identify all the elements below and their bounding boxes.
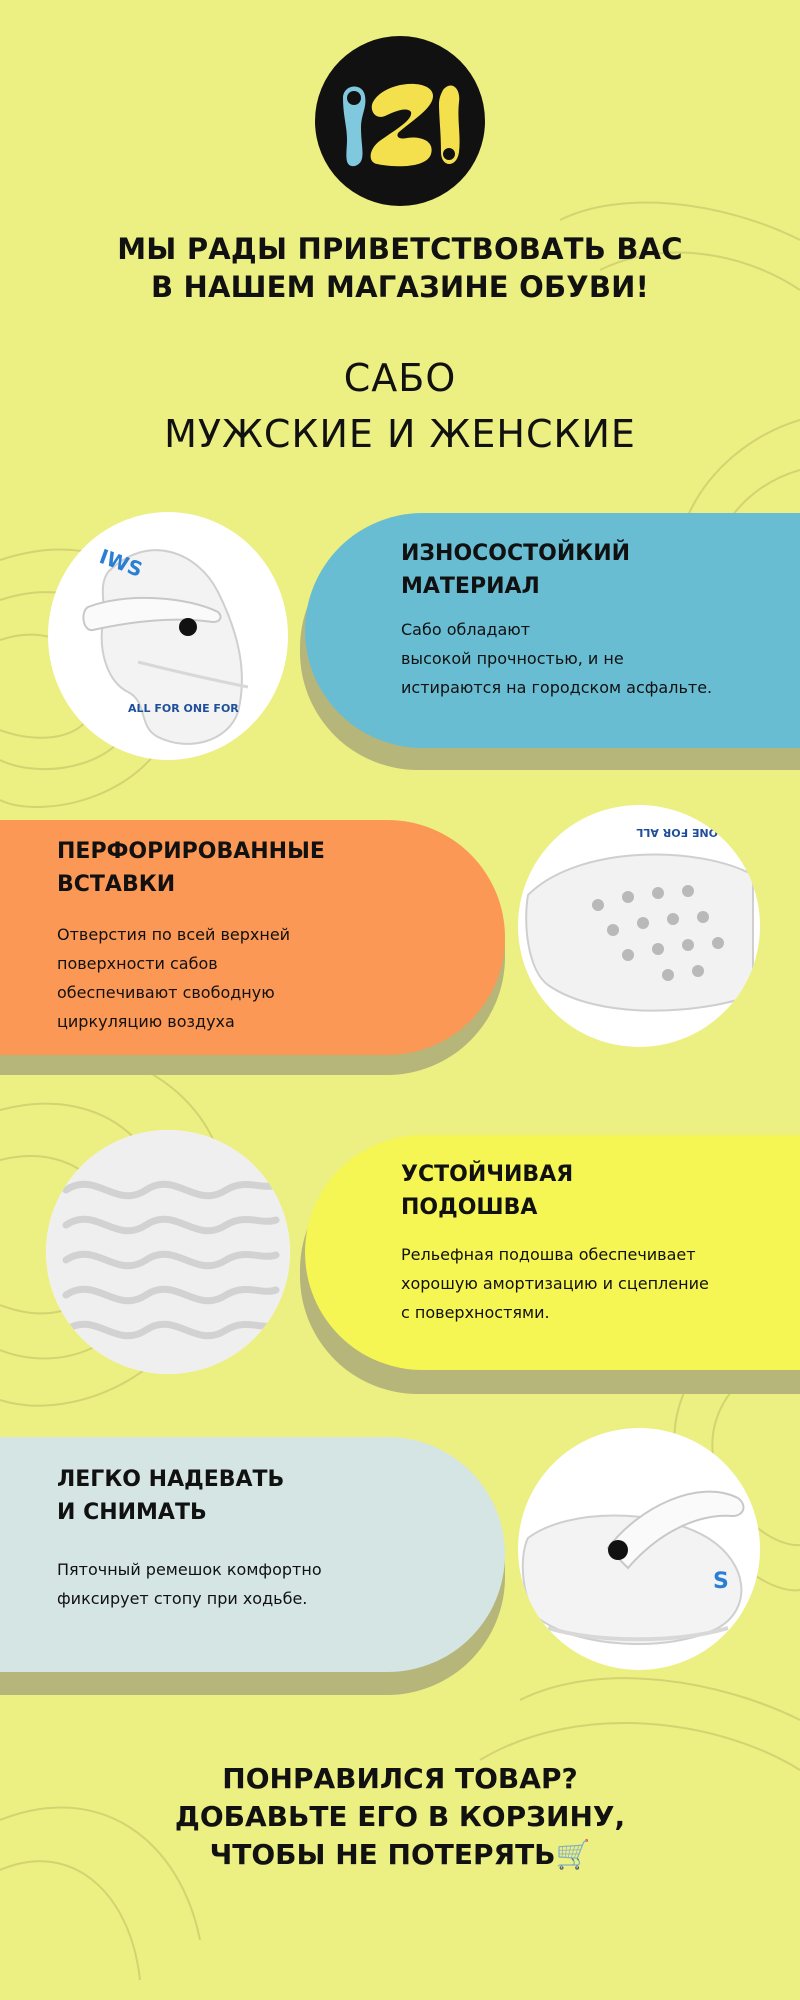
feature-4-title: ЛЕГКО НАДЕВАТЬ И СНИМАТЬ bbox=[57, 1467, 285, 1525]
izi-logo-icon bbox=[315, 36, 485, 206]
feature-2-text: Отверстия по всей верхней поверхности сабов обеспечивают свободную циркуляцию воздуха bbox=[57, 925, 291, 1031]
clog-side-icon bbox=[48, 512, 288, 760]
svg-text:ALL FOR ONE FOR: ALL FOR ONE FOR bbox=[128, 702, 239, 715]
product-title: САБО МУЖСКИЕ И ЖЕНСКИЕ bbox=[164, 356, 636, 456]
clog-perforation-icon bbox=[518, 805, 760, 1047]
cta-add-to-cart-text: ПОНРАВИЛСЯ ТОВАР? ДОБАВЬТЕ ЕГО В КОРЗИНУ, ЧТОБЫ НЕ ПОТЕРЯТЬ🛒 bbox=[174, 1762, 626, 1871]
feature-3-text: Рельефная подошва обеспечивает хорошую амортизацию и сцепление с поверхностями. bbox=[401, 1245, 709, 1322]
clog-strap-icon bbox=[518, 1428, 760, 1670]
feature-4-text: Пяточный ремешок комфортно фиксирует стопу при ходьбе. bbox=[57, 1560, 322, 1608]
svg-text:ONE FOR ALL: ONE FOR ALL bbox=[636, 826, 718, 839]
izi-logo bbox=[315, 36, 485, 206]
feature-3-title: УСТОЙЧИВАЯ ПОДОШВА bbox=[401, 1162, 574, 1220]
feature-2-title: ПЕРФОРИРОВАННЫЕ ВСТАВКИ bbox=[57, 839, 325, 897]
feature-1-text: Сабо обладают высокой прочностью, и не истираются на городском асфальте. bbox=[401, 620, 713, 697]
svg-text:S: S bbox=[713, 1569, 729, 1594]
sole-tread-icon bbox=[46, 1130, 290, 1374]
greeting-heading: МЫ РАДЫ ПРИВЕТСТВОВАТЬ ВАС В НАШЕМ МАГАЗИНЕ ОБУВИ! bbox=[117, 232, 683, 304]
feature-1-title: ИЗНОСОСТОЙКИЙ МАТЕРИАЛ bbox=[401, 541, 631, 599]
svg-text:IWS: IWS bbox=[96, 544, 146, 582]
